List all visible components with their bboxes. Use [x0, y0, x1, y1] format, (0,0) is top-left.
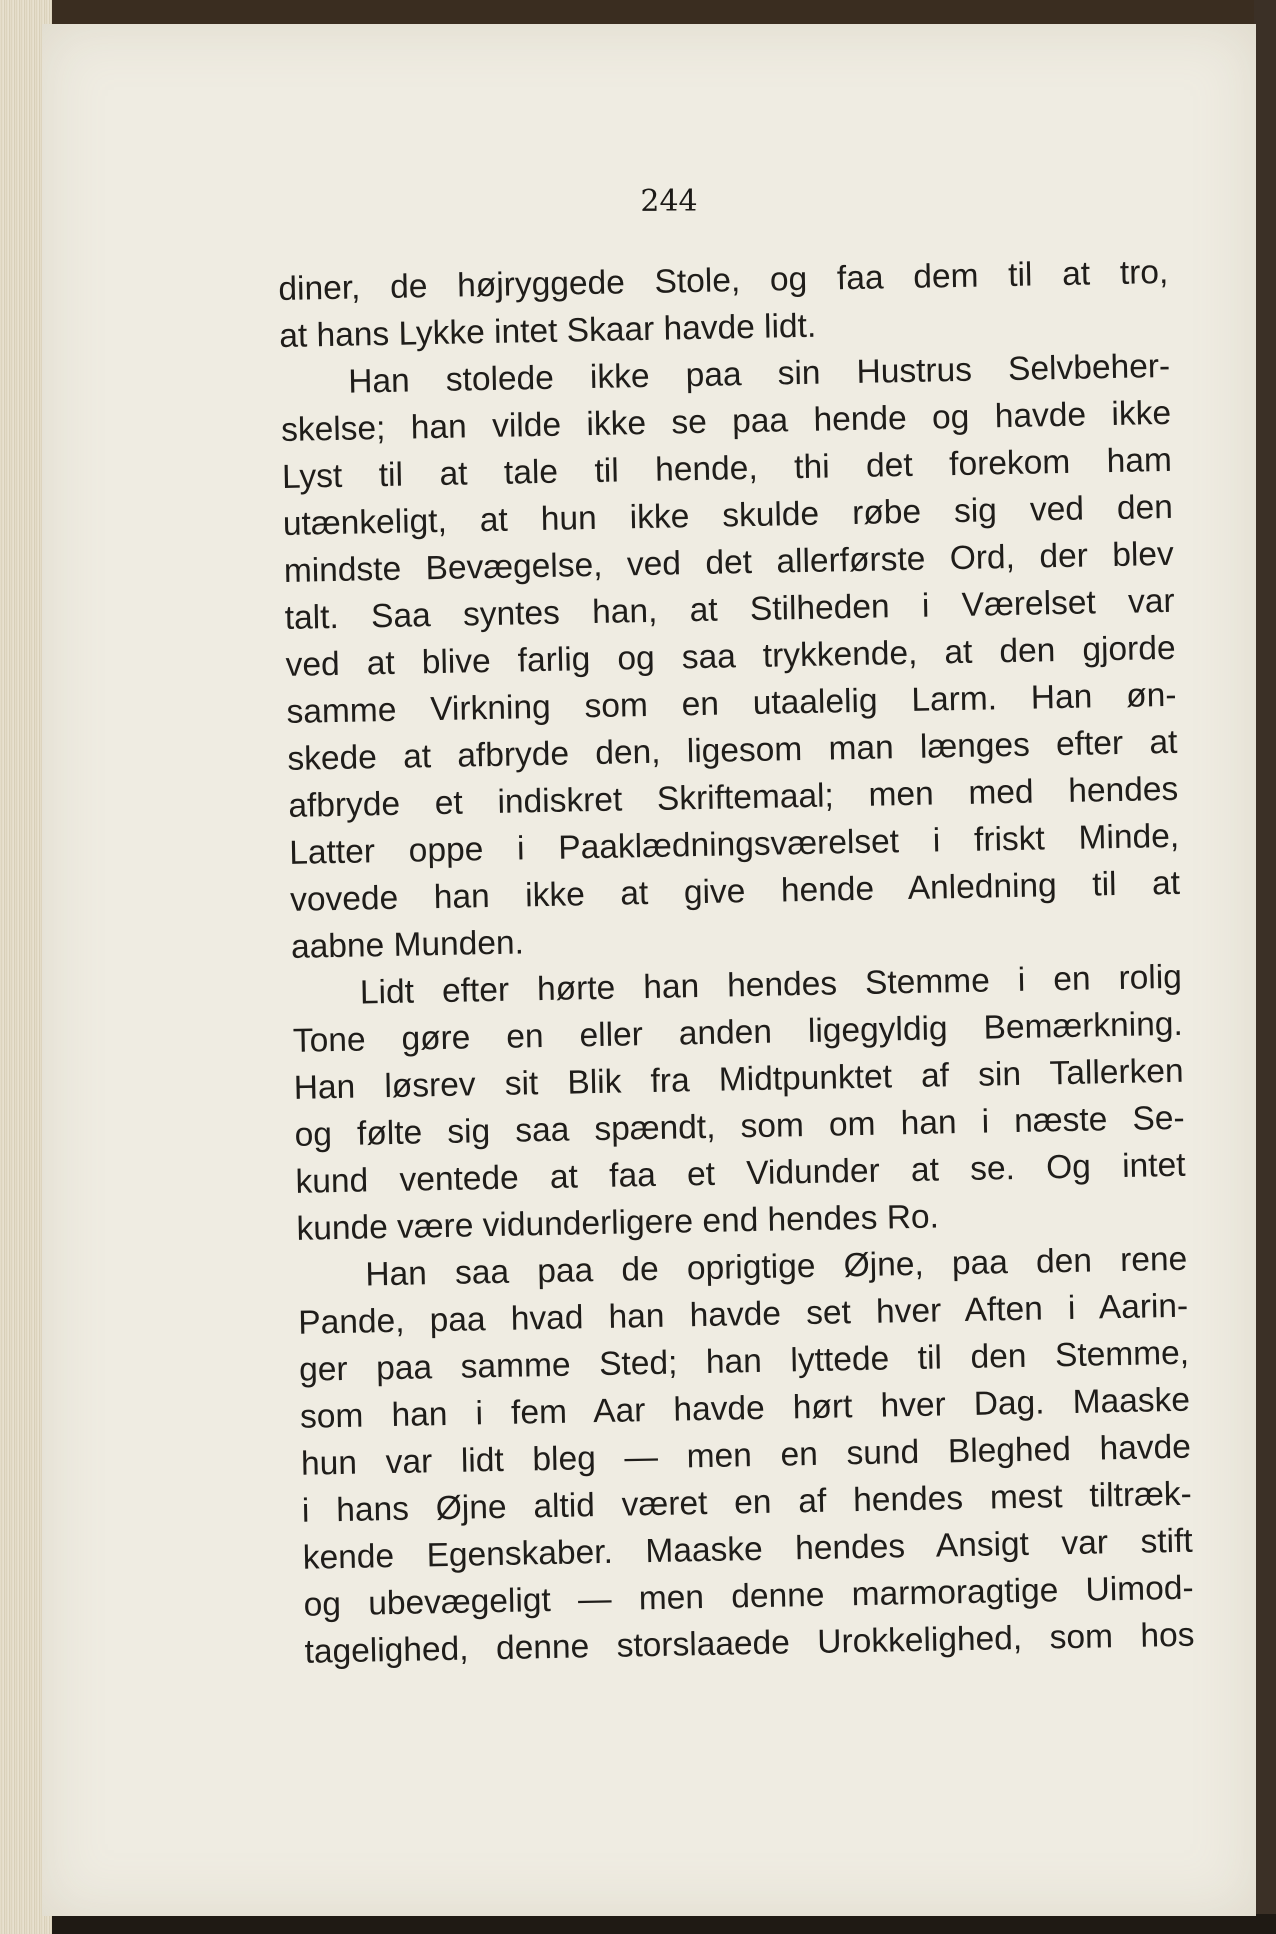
text-line: Han løsrev sit Blik fra Midtpunktet af sin Tallerken [293, 1052, 1184, 1107]
text-line: mindste Bevægelse, ved det allerførste Ord, der blev [283, 535, 1175, 590]
text-line: vovede han ikke at give hende Anledning til at [289, 864, 1181, 919]
page-number: 244 [640, 184, 698, 219]
body-text [278, 249, 1195, 1676]
text-line: Latter oppe i Paaklædningsværelset i friskt Minde, [288, 817, 1180, 872]
scan-top-border [0, 0, 1276, 26]
text-line: Lidt efter hørte han hendes Stemme i en rolig [359, 958, 1183, 1012]
text-line: Han saa paa de oprigtige Øjne, paa den rene [365, 1240, 1188, 1294]
text-line: talt. Saa syntes han, at Stilheden i Værelset var [284, 582, 1175, 637]
text-line: og ubevægeligt — men denne marmoragtige Uimod- [303, 1569, 1194, 1624]
text-line: diner, de højryggede Stole, og faa dem til at tro, [278, 253, 1169, 308]
text-line: kunde være vidunderligere end hendes Ro. [296, 1198, 940, 1248]
scan-right-border [1254, 0, 1276, 1934]
text-line: Tone gøre en eller anden ligegyldig Bemærkning. [292, 1005, 1184, 1060]
text-line: og følte sig saa spændt, som om han i næste Se- [294, 1099, 1185, 1154]
text-line: kende Egenskaber. Maaske hendes Ansigt var stift [302, 1522, 1194, 1577]
text-line: samme Virkning som en utaalelig Larm. Han øn- [286, 676, 1177, 731]
text-line: tagelighed, denne storslaaede Urokkelighed, som hos [304, 1616, 1195, 1671]
text-line: utænkeligt, at hun ikke skulde røbe sig ved den [282, 488, 1174, 543]
text-line: skede at afbryde den, ligesom man længes efter at [287, 723, 1178, 778]
text-line: afbryde et indiskret Skriftemaal; men med hendes [288, 770, 1179, 825]
text-line: i hans Øjne altid været en af hendes mest tiltræk- [301, 1475, 1193, 1530]
text-line: kund ventede at faa et Vidunder at se. Og intet [295, 1146, 1186, 1201]
scan-bottom-border [0, 1914, 1276, 1934]
text-line: som han i fem Aar havde hørt hver Dag. Maaske [299, 1381, 1191, 1436]
text-line: ger paa samme Sted; han lyttede til den Stemme, [298, 1334, 1190, 1389]
text-line: Lyst til at tale til hende, thi det forekom ham [281, 441, 1173, 496]
text-line: Han stolede ikke paa sin Hustrus Selvbeher- [347, 347, 1171, 401]
text-line: hun var lidt bleg — men en sund Bleghed havde [300, 1428, 1192, 1483]
text-line: ved at blive farlig og saa trykkende, at den gjorde [285, 629, 1176, 684]
text-line: at hans Lykke intet Skaar havde lidt. [278, 307, 817, 355]
text-line: aabne Munden. [290, 924, 525, 966]
text-line: skelse; han vilde ikke se paa hende og havde ikke [280, 394, 1172, 449]
text-line: Pande, paa hvad han havde set hver Aften i Aarin- [297, 1287, 1189, 1342]
